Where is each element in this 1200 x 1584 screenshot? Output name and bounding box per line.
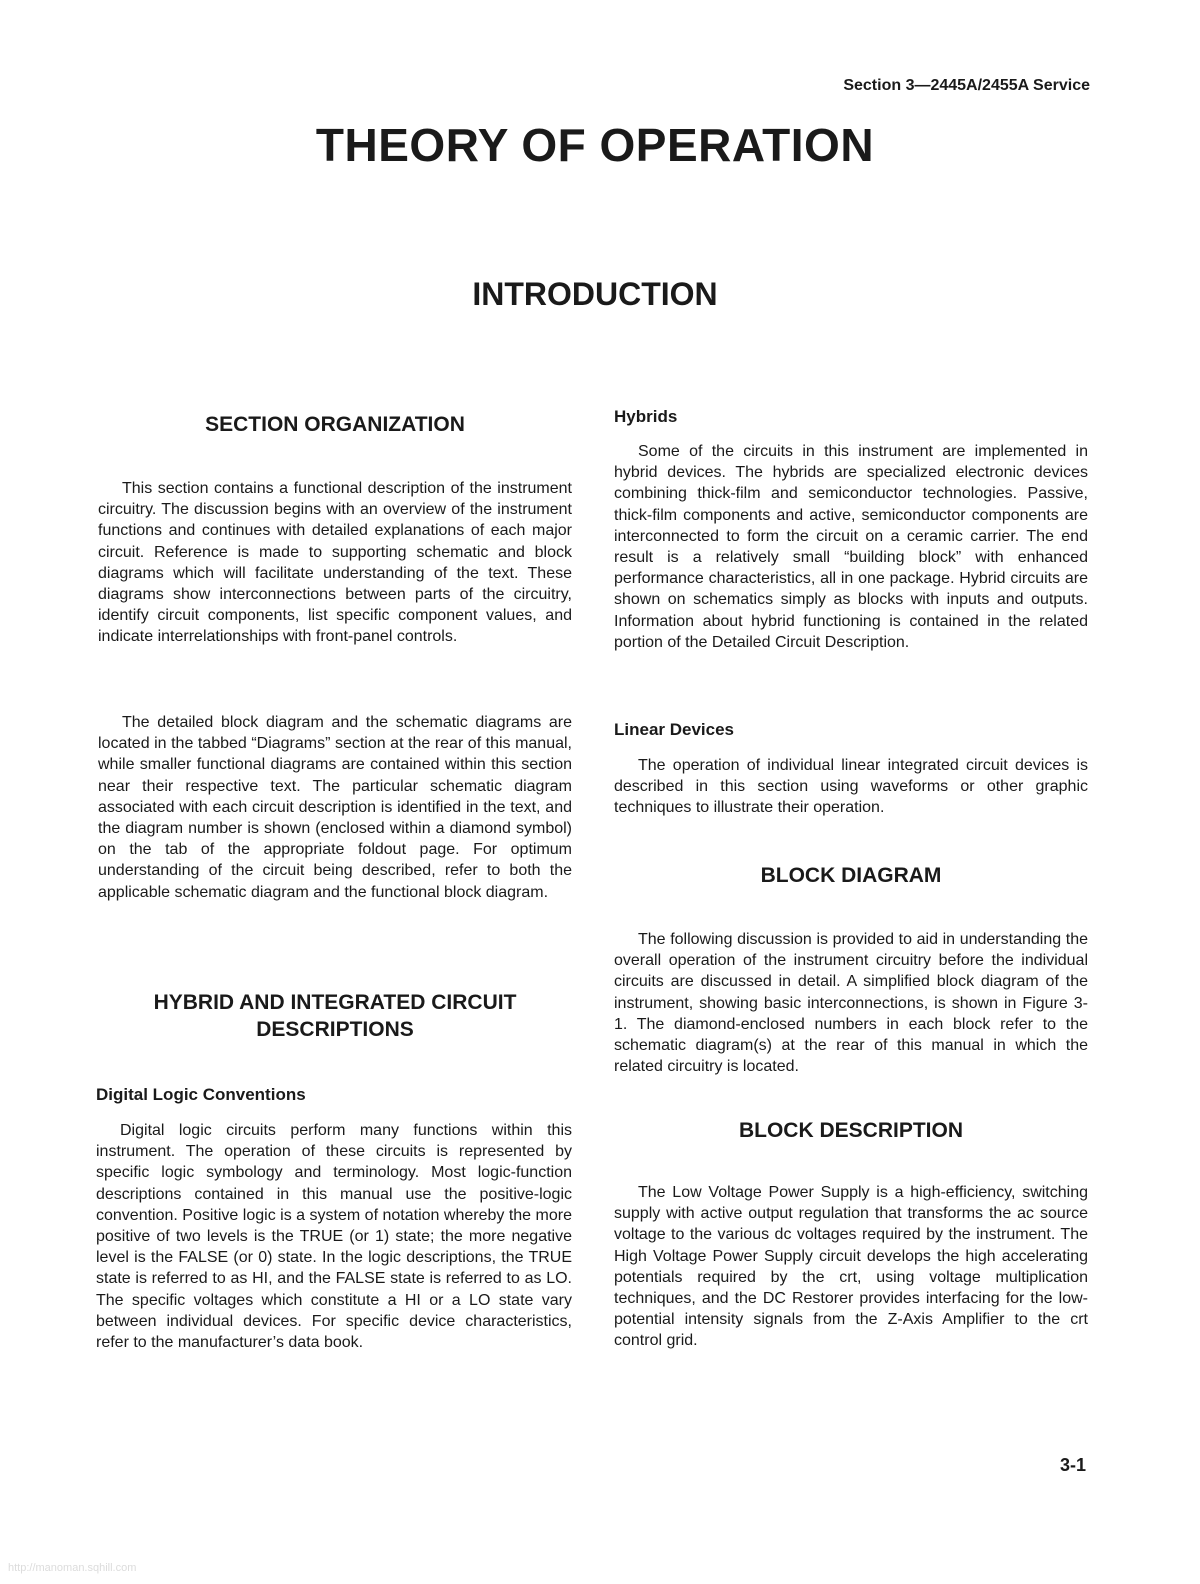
section-organization-paragraph-2: The detailed block diagram and the schematic diagrams are located in the tabbed “Diagrams” section at the rear of this manual, while smaller functional diagrams are contained within this section near their respective text. The particular schematic diagram associated with each circuit description is identified in the text, and the diagram number is shown (enclosed within a diamond symbol) on the tab of the appropriate foldout page. For optimum understanding of the circuit being described, refer to both the applicable schematic diagram and the functional block diagram. <box>98 714 572 901</box>
linear-devices-heading: Linear Devices <box>614 720 735 739</box>
block-description-heading: BLOCK DESCRIPTION <box>738 1119 963 1142</box>
hybrids-heading: Hybrids <box>614 407 678 426</box>
hybrids-paragraph: Some of the circuits in this instrument are implemented in hybrid devices. The hybrids are specialized electronic devices combining thick-film and semiconductor technologies. Passive, thick-film components and active, semiconductor components are interconnected to form the circuit on a ceramic carrier. The end result is a relatively small “building block” with enhanced performance characteristics, all in one package. Hybrid circuits are shown on schematics simply as blocks with inputs and outputs. Information about hybrid functioning is contained in the related portion of the Detailed Circuit Description. <box>614 443 1088 651</box>
block-diagram-paragraph: The following discussion is provided to aid in understanding the overall operation of the instrument circuitry before the individual circuits are discussed in detail. A simplified block diagram of the instrument, showing basic interconnections, is shown in Figure 3-1. The diamond-enclosed numbers in each block refer to the schematic diagram(s) at the rear of this manual in which the related circuitry is located. <box>614 931 1088 1076</box>
hybrid-ic-heading-line-1: HYBRID AND INTEGRATED CIRCUIT <box>153 991 517 1014</box>
hybrid-ic-heading-line-2: DESCRIPTIONS <box>256 1018 414 1041</box>
section-tag: Section 3—2445A/2455A Service <box>843 77 1090 94</box>
digital-logic-heading: Digital Logic Conventions <box>96 1085 306 1104</box>
block-diagram-heading: BLOCK DIAGRAM <box>760 864 942 887</box>
section-organization-paragraph-1: This section contains a functional description of the instrument circuitry. The discussion begins with an overview of the instrument functions and continues with detailed explanations of each major circuit. Reference is made to supporting schematic and block diagrams which will facilitate understanding of the text. These diagrams show interconnections between parts of the circuitry, identify circuit components, list specific component values, and indicate interrelationships with front-panel controls. <box>98 480 572 646</box>
block-description-paragraph: The Low Voltage Power Supply is a high-efficiency, switching supply with active output regulation that transforms the ac source voltage to the various dc voltages required by the instrument. The High Voltage Power Supply circuit develops the high accelerating potentials required by the crt, using voltage multiplication techniques, and the DC Restorer provides interfacing for the low-potential intensity signals from the Z-Axis Amplifier to the crt control grid. <box>614 1184 1088 1350</box>
page-title: THEORY OF OPERATION <box>315 119 875 171</box>
hybrid-ic-heading <box>98 989 572 1043</box>
page-subtitle: INTRODUCTION <box>472 276 718 312</box>
linear-devices-paragraph: The operation of individual linear integrated circuit devices is described in this section using waveforms or other graphic techniques to illustrate their operation. <box>614 757 1088 817</box>
page-number: 3-1 <box>1059 1455 1086 1475</box>
url-watermark: http://manoman.sqhill.com <box>8 1562 137 1574</box>
digital-logic-paragraph: Digital logic circuits perform many functions within this instrument. The operation of these circuits is represented by specific logic symbology and terminology. Most logic-function descriptions contained in this manual use the positive-logic convention. Positive logic is a system of notation whereby the more positive of two levels is the TRUE (or 1) state; the more negative level is the FALSE (or 0) state. In the logic descriptions, the TRUE state is referred to as HI, and the FALSE state is referred to as LO. The specific voltages which constitute a HI or a LO state vary between individual devices. For specific device characteristics, refer to the manufacturer’s data book. <box>96 1122 572 1352</box>
section-organization-heading: SECTION ORGANIZATION <box>205 413 465 436</box>
